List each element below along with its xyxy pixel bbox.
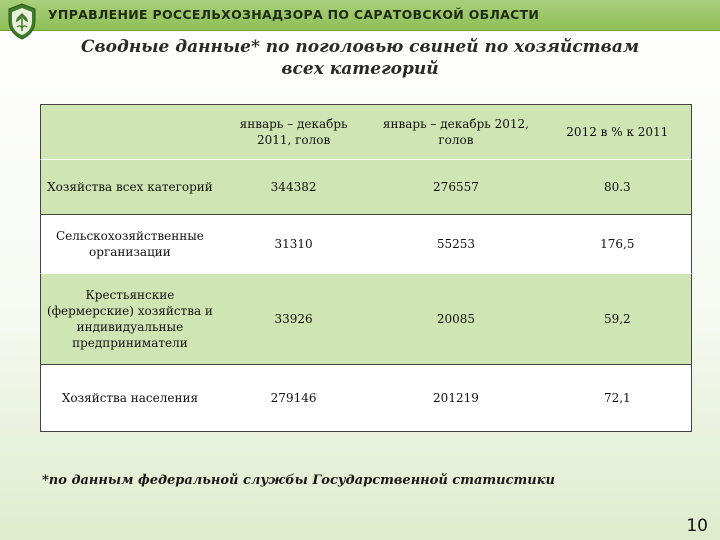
livestock-table	[40, 104, 692, 432]
column-header: 2012 в % к 2011	[544, 104, 692, 159]
table-cell: 33926	[219, 273, 368, 364]
column-header: январь – декабрь 2012, голов	[368, 104, 543, 159]
column-header	[40, 104, 219, 159]
table-cell: 55253	[368, 214, 543, 273]
row-label: Крестьянские (фермерские) хозяйства и индивидуальные предприниматели	[40, 273, 219, 364]
table-row	[40, 364, 692, 432]
table-cell: 279146	[219, 364, 368, 432]
page-title: Сводные данные* по поголовью свиней по хозяйствам всех категорий	[80, 37, 640, 79]
table-cell: 80.3	[544, 159, 692, 214]
table-row	[40, 273, 692, 364]
table-cell: 176,5	[544, 214, 692, 273]
table-cell: 31310	[219, 214, 368, 273]
organization-name: УПРАВЛЕНИЕ РОССЕЛЬХОЗНАДЗОРА ПО САРАТОВСКОЙ ОБЛАСТИ	[48, 7, 540, 22]
table-cell: 72,1	[544, 364, 692, 432]
page-number: 10	[686, 516, 708, 536]
table-cell: 20085	[368, 273, 543, 364]
row-label: Хозяйства всех категорий	[40, 159, 219, 214]
row-label: Сельскохозяйственные организации	[40, 214, 219, 273]
table-row	[40, 214, 692, 273]
table-row	[40, 159, 692, 214]
footnote: *по данным федеральной службы Государственной статистики	[42, 473, 555, 488]
column-header: январь – декабрь 2011, голов	[219, 104, 368, 159]
table-header-row	[40, 104, 692, 159]
table-cell: 276557	[368, 159, 543, 214]
table-cell: 344382	[219, 159, 368, 214]
table-cell: 201219	[368, 364, 543, 432]
table-cell: 59,2	[544, 273, 692, 364]
emblem-icon	[2, 1, 42, 41]
row-label: Хозяйства населения	[40, 364, 219, 432]
